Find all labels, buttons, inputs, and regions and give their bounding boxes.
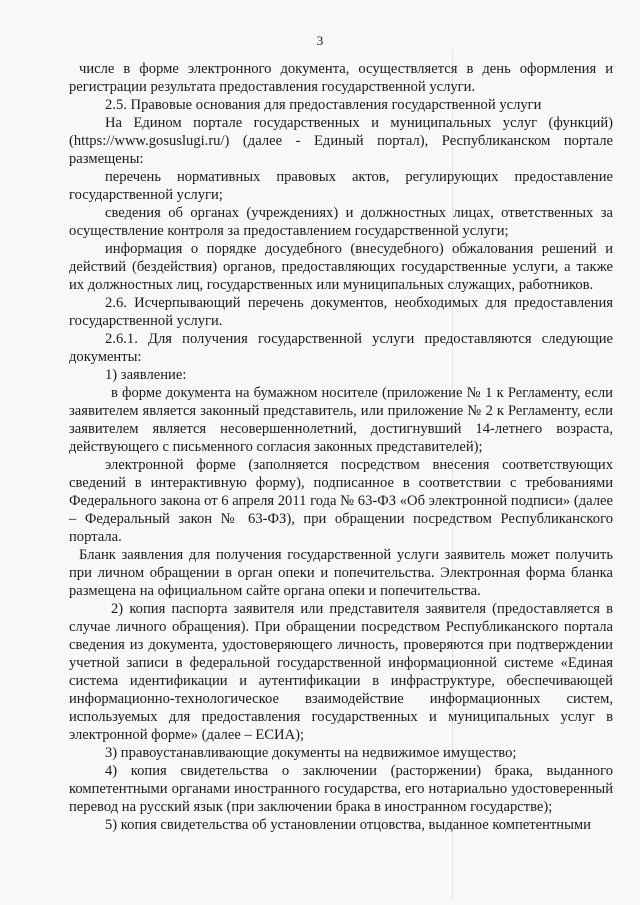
paragraph: в форме документа на бумажном носителе (приложение № 1 к Регламенту, если заявителем является законный представитель, или приложение № 2 к Регламенту, если заявителем является несовершеннолетний, достигнувший 14-летнего возраста, действующего с письменного согласия законных представителей); [69, 385, 613, 455]
paragraph: сведения об органах (учреждениях) и должностных лицах, ответственных за осуществление контроля за предоставлением государственной услуги; [69, 205, 613, 239]
paragraph: 5) копия свидетельства об установлении отцовства, выданное компетентными [105, 817, 591, 833]
paragraph: 2.5. Правовые основания для предоставления государственной услуги [105, 97, 542, 113]
paragraph: числе в форме электронного документа, осуществляется в день оформления и регистрации результата предоставления государственной услуги. [69, 61, 613, 95]
paragraph: информация о порядке досудебного (внесудебного) обжалования решений и действий (бездействия) органов, предоставляющих государственные услуги, а также их должностных лиц, государственных или муниципальных служащих, работников. [69, 241, 613, 293]
paragraph: 2.6. Исчерпывающий перечень документов, необходимых для предоставления государственной услуги. [69, 295, 613, 329]
paragraph: 2.6.1. Для получения государственной услуги предоставляются следующие документы: [69, 331, 613, 365]
paragraph: электронной форме (заполняется посредством внесения соответствующих сведений в интерактивную форму), подписанное в соответствии с требованиями Федерального закона от 6 апреля 2011 года № 63-ФЗ «Об электронной подписи» (далее – Федеральный закон № 63-ФЗ), при обращении посредством Республиканского портала. [69, 457, 613, 545]
page-number: 3 [316, 33, 324, 48]
paragraph: 2) копия паспорта заявителя или представителя заявителя (предоставляется в случае личного обращения). При обращении посредством Республиканского портала сведения из документа, удостоверяющего личность, проверяются при подтверждении учетной записи в федеральной государственной информационной системе «Единая система идентификации и аутентификации в инфраструктуре, обеспечивающей информационно-технологическое взаимодействие информационных систем, используемых для предоставления государственных и муниципальных услуг в электронной форме» (далее – ЕСИА); [69, 601, 613, 743]
paragraph: На Едином портале государственных и муниципальных услуг (функций) (https://www.gosuslugi.ru/) (далее - Единый портал), Республиканском портале размещены: [69, 115, 613, 167]
paragraph: 1) заявление: [105, 367, 187, 383]
paragraph: 3) правоустанавливающие документы на недвижимое имущество; [105, 745, 517, 761]
document-body [69, 60, 613, 834]
paragraph: Бланк заявления для получения государственной услуги заявитель может получить при личном обращении в орган опеки и попечительства. Электронная форма бланка размещена на официальном сайте органа опеки и попечительства. [69, 547, 613, 599]
paragraph: перечень нормативных правовых актов, регулирующих предоставление государственной услуги; [69, 169, 613, 203]
paragraph: 4) копия свидетельства о заключении (расторжении) брака, выданного компетентными органами иностранного государства, его нотариально удостоверенный перевод на русский язык (при заключении брака в иностранном государстве); [69, 763, 613, 815]
